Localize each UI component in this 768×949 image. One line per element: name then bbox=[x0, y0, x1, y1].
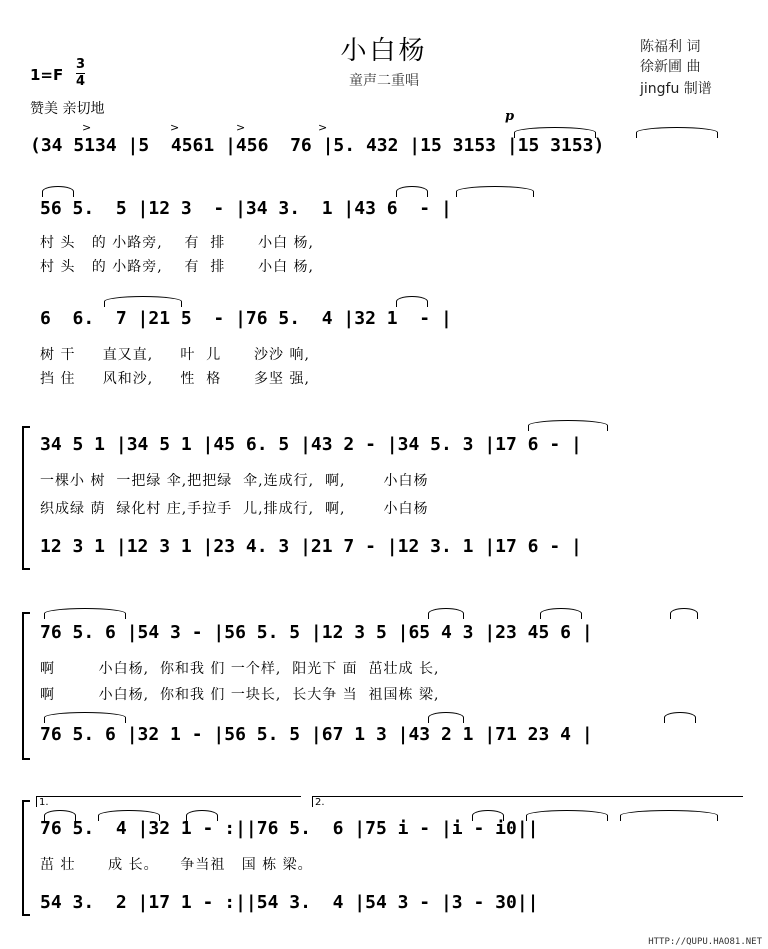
lyric-line-2: 挡 住 风和沙, 性 格 多坚 强, bbox=[40, 371, 310, 387]
score-system-chorus-a bbox=[0, 418, 768, 568]
watermark-url: HTTP://QUPU.HAO81.NET bbox=[648, 937, 762, 947]
dynamic-piano: p bbox=[505, 109, 515, 124]
score-system-chorus-b bbox=[0, 608, 768, 758]
song-subtitle: 童声二重唱 bbox=[349, 73, 419, 89]
time-signature-top: 3 bbox=[76, 57, 86, 72]
lyric-line-1: 一棵小 树 一把绿 伞,把把绿 伞,连成行, 啊, 小白杨 bbox=[40, 473, 429, 489]
lyric-line-2: 村 头 的 小路旁, 有 排 小白 杨, bbox=[40, 259, 315, 275]
score-row-verse-b bbox=[0, 296, 768, 396]
composer-credit: 徐新圃 曲 bbox=[640, 59, 701, 75]
volta-first: 1. bbox=[36, 796, 301, 807]
time-signature-bottom: 4 bbox=[76, 74, 86, 89]
score-row-intro: > > > > p (34 5134 |5 4561 |456 76 |5. 432 |15 3153 |15 3153) bbox=[0, 125, 768, 165]
tempo-marking: 赞美 亲切地 bbox=[30, 101, 105, 117]
volta-second: 2. bbox=[312, 796, 743, 807]
score-system-ending bbox=[0, 796, 768, 916]
notation-line: 56 5. 5 |12 3 - |34 3. 1 |43 6 - | bbox=[40, 198, 452, 219]
notation-line-lower: 76 5. 6 |32 1 - |56 5. 5 |67 1 3 |43 2 1 |71 23 4 | bbox=[40, 724, 593, 745]
time-signature bbox=[76, 58, 85, 89]
notation-line-lower: 54 3. 2 |17 1 - :||54 3. 4 |54 3 - |3 - 30|| bbox=[40, 892, 539, 913]
score-row-verse-a bbox=[0, 186, 768, 286]
lyric-line-2: 啊 小白杨, 你和我 们 一块长, 长大争 当 祖国栋 梁, bbox=[40, 687, 440, 703]
notation-line-upper: 34 5 1 |34 5 1 |45 6. 5 |43 2 - |34 5. 3 |17 6 - | bbox=[40, 434, 582, 455]
notation-line-upper: 76 5. 4 |32 1 - :||76 5. 6 |75 i - |i - i0|| bbox=[40, 818, 539, 839]
lyric-line-1: 树 干 直又直, 叶 儿 沙沙 响, bbox=[40, 347, 310, 363]
lyric-line-1: 村 头 的 小路旁, 有 排 小白 杨, bbox=[40, 235, 315, 251]
notation-line-upper: 76 5. 6 |54 3 - |56 5. 5 |12 3 5 |65 4 3 |23 45 6 | bbox=[40, 622, 593, 643]
notation-line: (34 5134 |5 4561 |456 76 |5. 432 |15 3153 |15 3153) bbox=[30, 135, 605, 156]
lyric-line-2: 织成绿 荫 绿化村 庄,手拉手 儿,排成行, 啊, 小白杨 bbox=[40, 501, 429, 517]
notation-line: 6 6. 7 |21 5 - |76 5. 4 |32 1 - | bbox=[40, 308, 452, 329]
lyric-line-1: 茁 壮 成 长。 争当祖 国 栋 梁。 bbox=[40, 857, 313, 873]
key-signature: 1=F bbox=[30, 66, 64, 84]
lyric-line-1: 啊 小白杨, 你和我 们 一个样, 阳光下 面 茁壮成 长, bbox=[40, 661, 440, 677]
notation-line-lower: 12 3 1 |12 3 1 |23 4. 3 |21 7 - |12 3. 1 |17 6 - | bbox=[40, 536, 582, 557]
song-title: 小白杨 bbox=[340, 36, 428, 66]
lyricist-credit: 陈福利 词 bbox=[640, 39, 701, 55]
engraver-credit: jingfu 制谱 bbox=[640, 81, 712, 97]
